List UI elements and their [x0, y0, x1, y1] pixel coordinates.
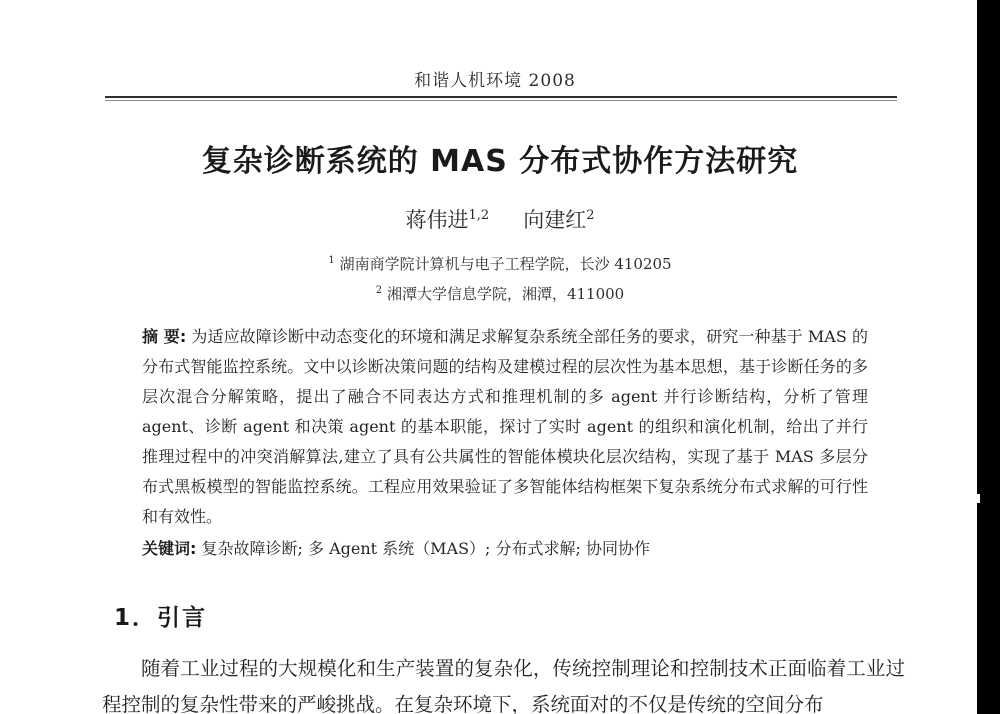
scan-edge-notch: [977, 494, 980, 503]
affiliation-2-superscript: 2: [375, 285, 383, 296]
scan-edge-artifact: [977, 0, 1000, 714]
author-1-name: 蒋伟进: [405, 208, 469, 232]
affiliation-2-text: 湘潭大学信息学院，湘潭，411000: [386, 285, 625, 303]
paper-title: 复杂诊断系统的 MAS 分布式协作方法研究: [201, 144, 799, 179]
keywords-line: [142, 534, 868, 564]
section-1-number: 1．: [114, 605, 158, 631]
abstract-label: 摘 要:: [142, 327, 187, 346]
header-rule: [105, 96, 897, 101]
running-header: 和谐人机环境 2008: [414, 71, 576, 91]
affiliation-1-text: 湖南商学院计算机与电子工程学院，长沙 410205: [339, 255, 672, 273]
author-2-superscript: 2: [586, 208, 595, 223]
author-1-superscript: 1,2: [468, 208, 490, 223]
section-1-heading: [114, 599, 207, 632]
author-2: [523, 208, 594, 232]
abstract-paragraph: [142, 322, 868, 532]
authors-line: [100, 204, 900, 234]
keywords-text: 复杂故障诊断; 多 Agent 系统（MAS）; 分布式求解; 协同协作: [201, 539, 651, 558]
affiliation-1-superscript: 1: [328, 255, 335, 266]
section-1-title: 引言: [157, 605, 208, 631]
author-1: [406, 208, 490, 232]
keywords-label: 关键词:: [142, 539, 197, 558]
abstract-text: 为适应故障诊断中动态变化的环境和满足求解复杂系统全部任务的要求，研究一种基于 MAS 的分布式智能监控系统。文中以诊断决策问题的结构及建模过程的层次性为基本思想，基于诊断任务的多层次混合分解策略，提出了融合不同表达方式和推理机制的多 agent 并行诊断结构，分析了管理 agent、诊断 agent 和决策 agent 的基本职能，探讨了实时 agent 的组织和演化机制，给出了并行推理过程中的冲突消解算法,建立了具有公共属性的智能体模块化层次结构，实现了基于 MAS 多层分布式黑板模型的智能监控系统。工程应用效果验证了多智能体结构框架下复杂系统分布式求解的可行性和有效性。: [142, 327, 868, 526]
author-2-name: 向建红: [523, 208, 587, 232]
intro-paragraph: 随着工业过程的大规模化和生产装置的复杂化，传统控制理论和控制技术正面临着工业过程控制的复杂性带来的严峻挑战。在复杂环境下，系统面对的不仅是传统的空间分布: [102, 657, 905, 714]
affiliation-1: [100, 253, 900, 274]
affiliation-2: [100, 283, 900, 304]
